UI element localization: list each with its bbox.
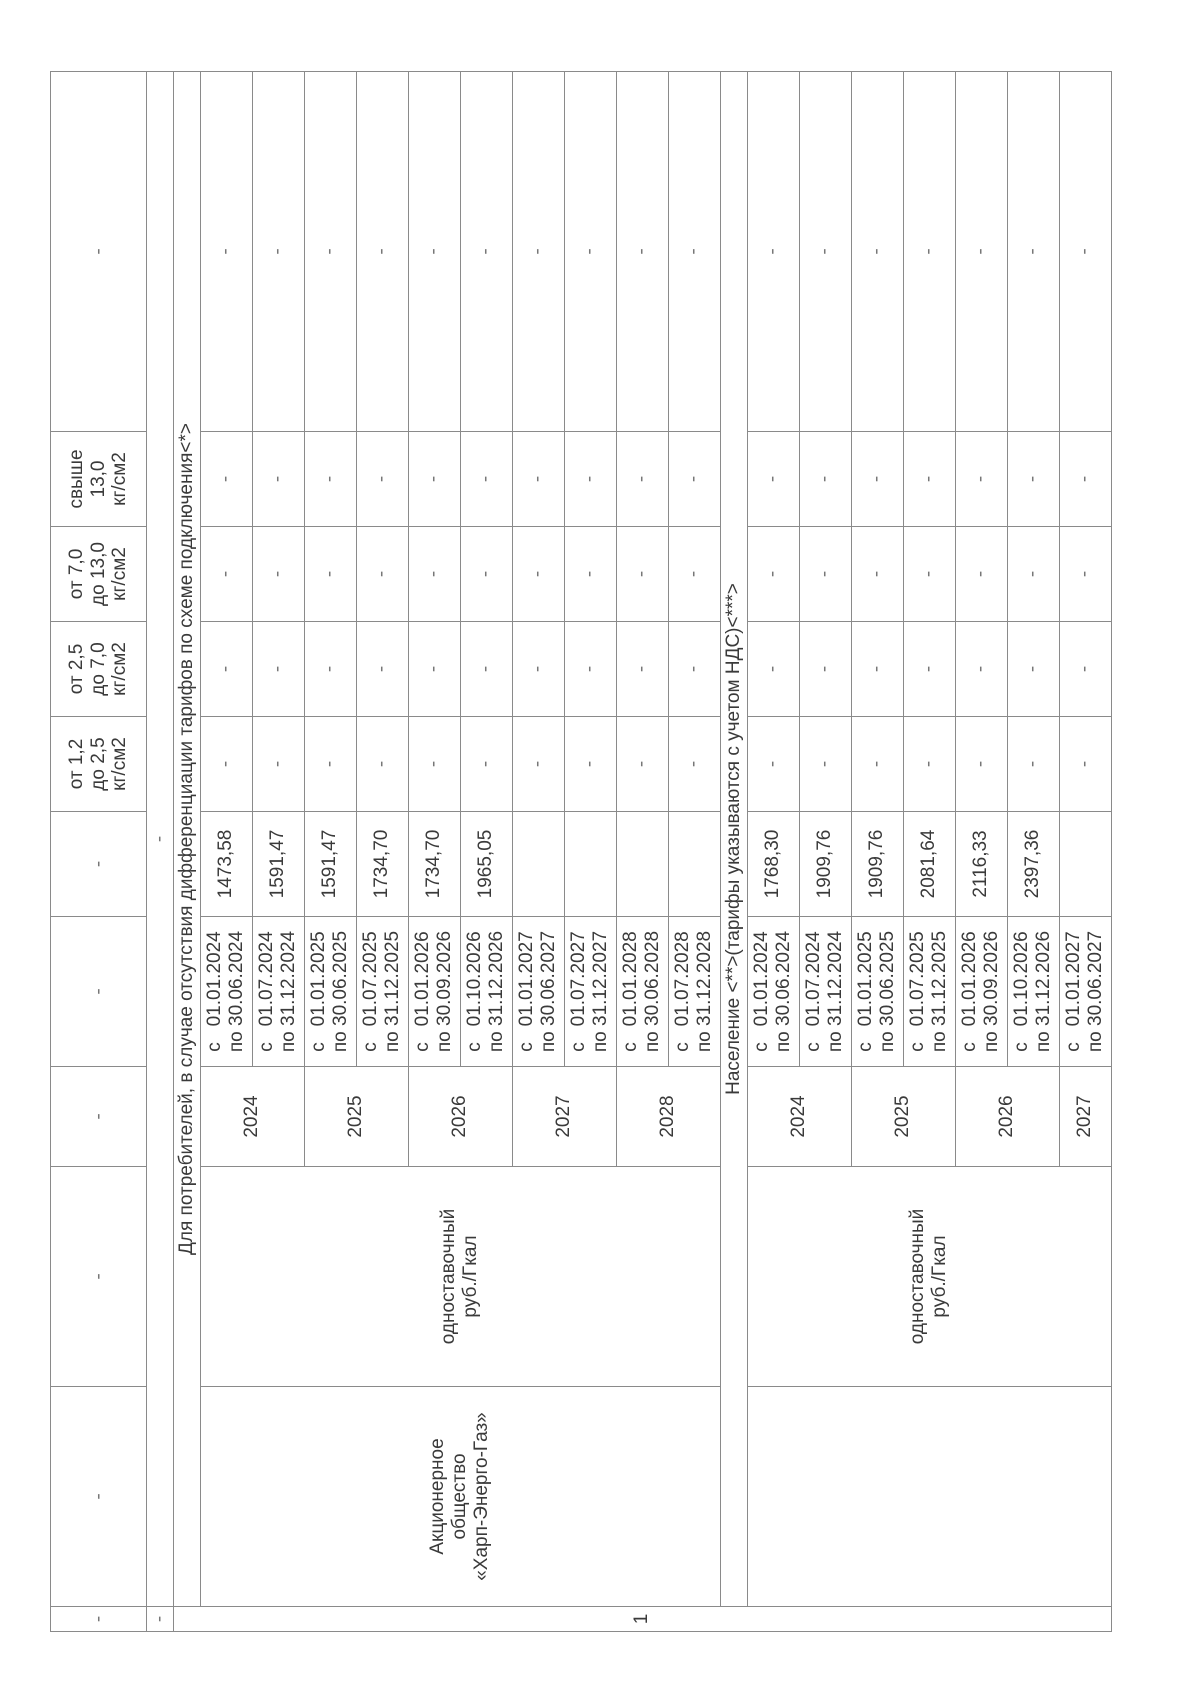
section2-year: 2027	[1059, 1067, 1111, 1167]
dash-cell: -	[252, 432, 304, 527]
dash-cell: -	[304, 432, 356, 527]
section1-year: 2027	[512, 1067, 616, 1167]
section1-value	[616, 812, 668, 917]
header-col-number: -	[51, 1607, 147, 1632]
organization-cell	[747, 1387, 1111, 1607]
dash-cell: -	[460, 72, 512, 432]
dash-cell: -	[747, 527, 799, 622]
dash-cell: -	[616, 527, 668, 622]
header-pressure-1: от 1,2 до 2,5 кг/см2	[51, 717, 147, 812]
section2-value: 1909,76	[799, 812, 851, 917]
dash-cell: -	[512, 527, 564, 622]
tariff-table	[50, 71, 1112, 1632]
dash-cell: -	[1007, 527, 1059, 622]
dash-cell: -	[408, 72, 460, 432]
subheader-row	[147, 72, 174, 1632]
dash-cell: -	[512, 72, 564, 432]
dash-cell: -	[955, 527, 1007, 622]
header-col-last: -	[51, 72, 147, 432]
section1-period: с 01.07.2025 по 31.12.2025	[356, 917, 408, 1067]
dash-cell: -	[1007, 717, 1059, 812]
section1-year: 2028	[616, 1067, 720, 1167]
dash-cell: -	[903, 72, 955, 432]
dash-cell: -	[616, 432, 668, 527]
section2-title: Население <**>(тарифы указываются с учетом НДС)<***>	[720, 72, 747, 1607]
dash-cell: -	[668, 622, 720, 717]
dash-cell: -	[408, 717, 460, 812]
dash-cell: -	[955, 72, 1007, 432]
section2-period: с 01.01.2024 по 30.06.2024	[747, 917, 799, 1067]
dash-cell: -	[564, 717, 616, 812]
dash-cell: -	[851, 72, 903, 432]
dash-cell: -	[356, 622, 408, 717]
section1-period: с 01.01.2026 по 30.09.2026	[408, 917, 460, 1067]
header-pressure-3: от 7,0 до 13,0 кг/см2	[51, 527, 147, 622]
dash-cell: -	[851, 527, 903, 622]
dash-cell: -	[200, 717, 252, 812]
dash-cell: -	[668, 72, 720, 432]
dash-cell: -	[1007, 622, 1059, 717]
dash-cell: -	[304, 622, 356, 717]
dash-cell: -	[460, 432, 512, 527]
dash-cell: -	[200, 72, 252, 432]
dash-cell: -	[955, 622, 1007, 717]
header-pressure-4: свыше 13,0 кг/см2	[51, 432, 147, 527]
subheader-number: -	[147, 1607, 174, 1632]
tariff-table-body	[51, 72, 1112, 1632]
header-row	[51, 72, 147, 1632]
dash-cell: -	[955, 432, 1007, 527]
section2-period: с 01.01.2027 по 30.06.2027	[1059, 917, 1111, 1067]
dash-cell: -	[356, 527, 408, 622]
section1-value	[668, 812, 720, 917]
dash-cell: -	[903, 432, 955, 527]
dash-cell: -	[799, 72, 851, 432]
section1-value: 1591,47	[252, 812, 304, 917]
dash-cell: -	[408, 527, 460, 622]
dash-cell: -	[747, 432, 799, 527]
dash-cell: -	[252, 622, 304, 717]
dash-cell: -	[747, 72, 799, 432]
dash-cell: -	[564, 72, 616, 432]
dash-cell: -	[460, 717, 512, 812]
dash-cell: -	[851, 432, 903, 527]
dash-cell: -	[512, 432, 564, 527]
section2-period: с 01.01.2026 по 30.09.2026	[955, 917, 1007, 1067]
section1-period: с 01.01.2027 по 30.06.2027	[512, 917, 564, 1067]
header-col-year: -	[51, 1067, 147, 1167]
section2-period: с 01.07.2025 по 31.12.2025	[903, 917, 955, 1067]
dash-cell: -	[200, 432, 252, 527]
section2-data-row	[747, 72, 799, 1632]
dash-cell: -	[616, 72, 668, 432]
dash-cell: -	[1007, 432, 1059, 527]
header-pressure-2: от 2,5 до 7,0 кг/см2	[51, 622, 147, 717]
section1-period: с 01.10.2026 по 31.12.2026	[460, 917, 512, 1067]
dash-cell: -	[356, 72, 408, 432]
section2-value: 1768,30	[747, 812, 799, 917]
dash-cell: -	[668, 717, 720, 812]
section1-value: 1591,47	[304, 812, 356, 917]
dash-cell: -	[252, 527, 304, 622]
subheader-rest: -	[147, 72, 174, 1607]
section2-value: 1909,76	[851, 812, 903, 917]
dash-cell: -	[1007, 72, 1059, 432]
section2-year: 2025	[851, 1067, 955, 1167]
section1-title: Для потребителей, в случае отсутствия дифференциации тарифов по схеме подключения<*>	[173, 72, 200, 1607]
rotated-table-container	[50, 72, 1170, 1632]
dash-cell: -	[512, 717, 564, 812]
dash-cell: -	[304, 717, 356, 812]
section1-period: с 01.07.2024 по 31.12.2024	[252, 917, 304, 1067]
dash-cell: -	[1059, 527, 1111, 622]
dash-cell: -	[460, 527, 512, 622]
section1-value: 1734,70	[356, 812, 408, 917]
dash-cell: -	[851, 717, 903, 812]
section1-period: с 01.01.2025 по 30.06.2025	[304, 917, 356, 1067]
dash-cell: -	[955, 717, 1007, 812]
dash-cell: -	[200, 622, 252, 717]
section2-year: 2024	[747, 1067, 851, 1167]
section1-period: с 01.01.2028 по 30.06.2028	[616, 917, 668, 1067]
section1-period: с 01.07.2027 по 31.12.2027	[564, 917, 616, 1067]
section2-period: с 01.10.2026 по 31.12.2026	[1007, 917, 1059, 1067]
section2-value: 2081,64	[903, 812, 955, 917]
dash-cell: -	[903, 717, 955, 812]
dash-cell: -	[1059, 622, 1111, 717]
section2-period: с 01.07.2024 по 31.12.2024	[799, 917, 851, 1067]
header-col-value: -	[51, 812, 147, 917]
dash-cell: -	[408, 622, 460, 717]
dash-cell: -	[851, 622, 903, 717]
dash-cell: -	[304, 72, 356, 432]
dash-cell: -	[799, 527, 851, 622]
dash-cell: -	[304, 527, 356, 622]
dash-cell: -	[616, 717, 668, 812]
dash-cell: -	[799, 432, 851, 527]
section1-year: 2026	[408, 1067, 512, 1167]
dash-cell: -	[747, 622, 799, 717]
section2-value	[1059, 812, 1111, 917]
dash-cell: -	[200, 527, 252, 622]
section1-data-row	[200, 72, 252, 1632]
dash-cell: -	[512, 622, 564, 717]
dash-cell: -	[903, 622, 955, 717]
section1-year: 2025	[304, 1067, 408, 1167]
dash-cell: -	[564, 622, 616, 717]
section2-period: с 01.01.2025 по 30.06.2025	[851, 917, 903, 1067]
section1-year: 2024	[200, 1067, 304, 1167]
dash-cell: -	[1059, 432, 1111, 527]
section1-title-row	[173, 72, 200, 1632]
dash-cell: -	[460, 622, 512, 717]
section2-title-row	[720, 72, 747, 1632]
section2-tariff-type: одноставочный руб./Гкал	[747, 1167, 1111, 1387]
dash-cell: -	[564, 527, 616, 622]
section2-value: 2397,36	[1007, 812, 1059, 917]
section1-value: 1734,70	[408, 812, 460, 917]
dash-cell: -	[616, 622, 668, 717]
section1-period: с 01.07.2028 по 31.12.2028	[668, 917, 720, 1067]
header-col-tariff-type: -	[51, 1167, 147, 1387]
section2-value: 2116,33	[955, 812, 1007, 917]
organization-name: Акционерное общество «Харп-Энерго-Газ»	[200, 1387, 720, 1607]
section1-value	[564, 812, 616, 917]
header-col-period: -	[51, 917, 147, 1067]
dash-cell: -	[668, 432, 720, 527]
row-number: 1	[173, 1607, 1111, 1632]
section1-value: 1473,58	[200, 812, 252, 917]
section1-tariff-type: одноставочный руб./Гкал	[200, 1167, 720, 1387]
dash-cell: -	[356, 432, 408, 527]
dash-cell: -	[747, 717, 799, 812]
section1-value: 1965,05	[460, 812, 512, 917]
dash-cell: -	[564, 432, 616, 527]
header-col-organization: -	[51, 1387, 147, 1607]
dash-cell: -	[799, 622, 851, 717]
section2-year: 2026	[955, 1067, 1059, 1167]
dash-cell: -	[668, 527, 720, 622]
section1-period: с 01.01.2024 по 30.06.2024	[200, 917, 252, 1067]
dash-cell: -	[356, 717, 408, 812]
section1-value	[512, 812, 564, 917]
dash-cell: -	[1059, 72, 1111, 432]
dash-cell: -	[408, 432, 460, 527]
dash-cell: -	[1059, 717, 1111, 812]
dash-cell: -	[903, 527, 955, 622]
dash-cell: -	[799, 717, 851, 812]
dash-cell: -	[252, 717, 304, 812]
dash-cell: -	[252, 72, 304, 432]
